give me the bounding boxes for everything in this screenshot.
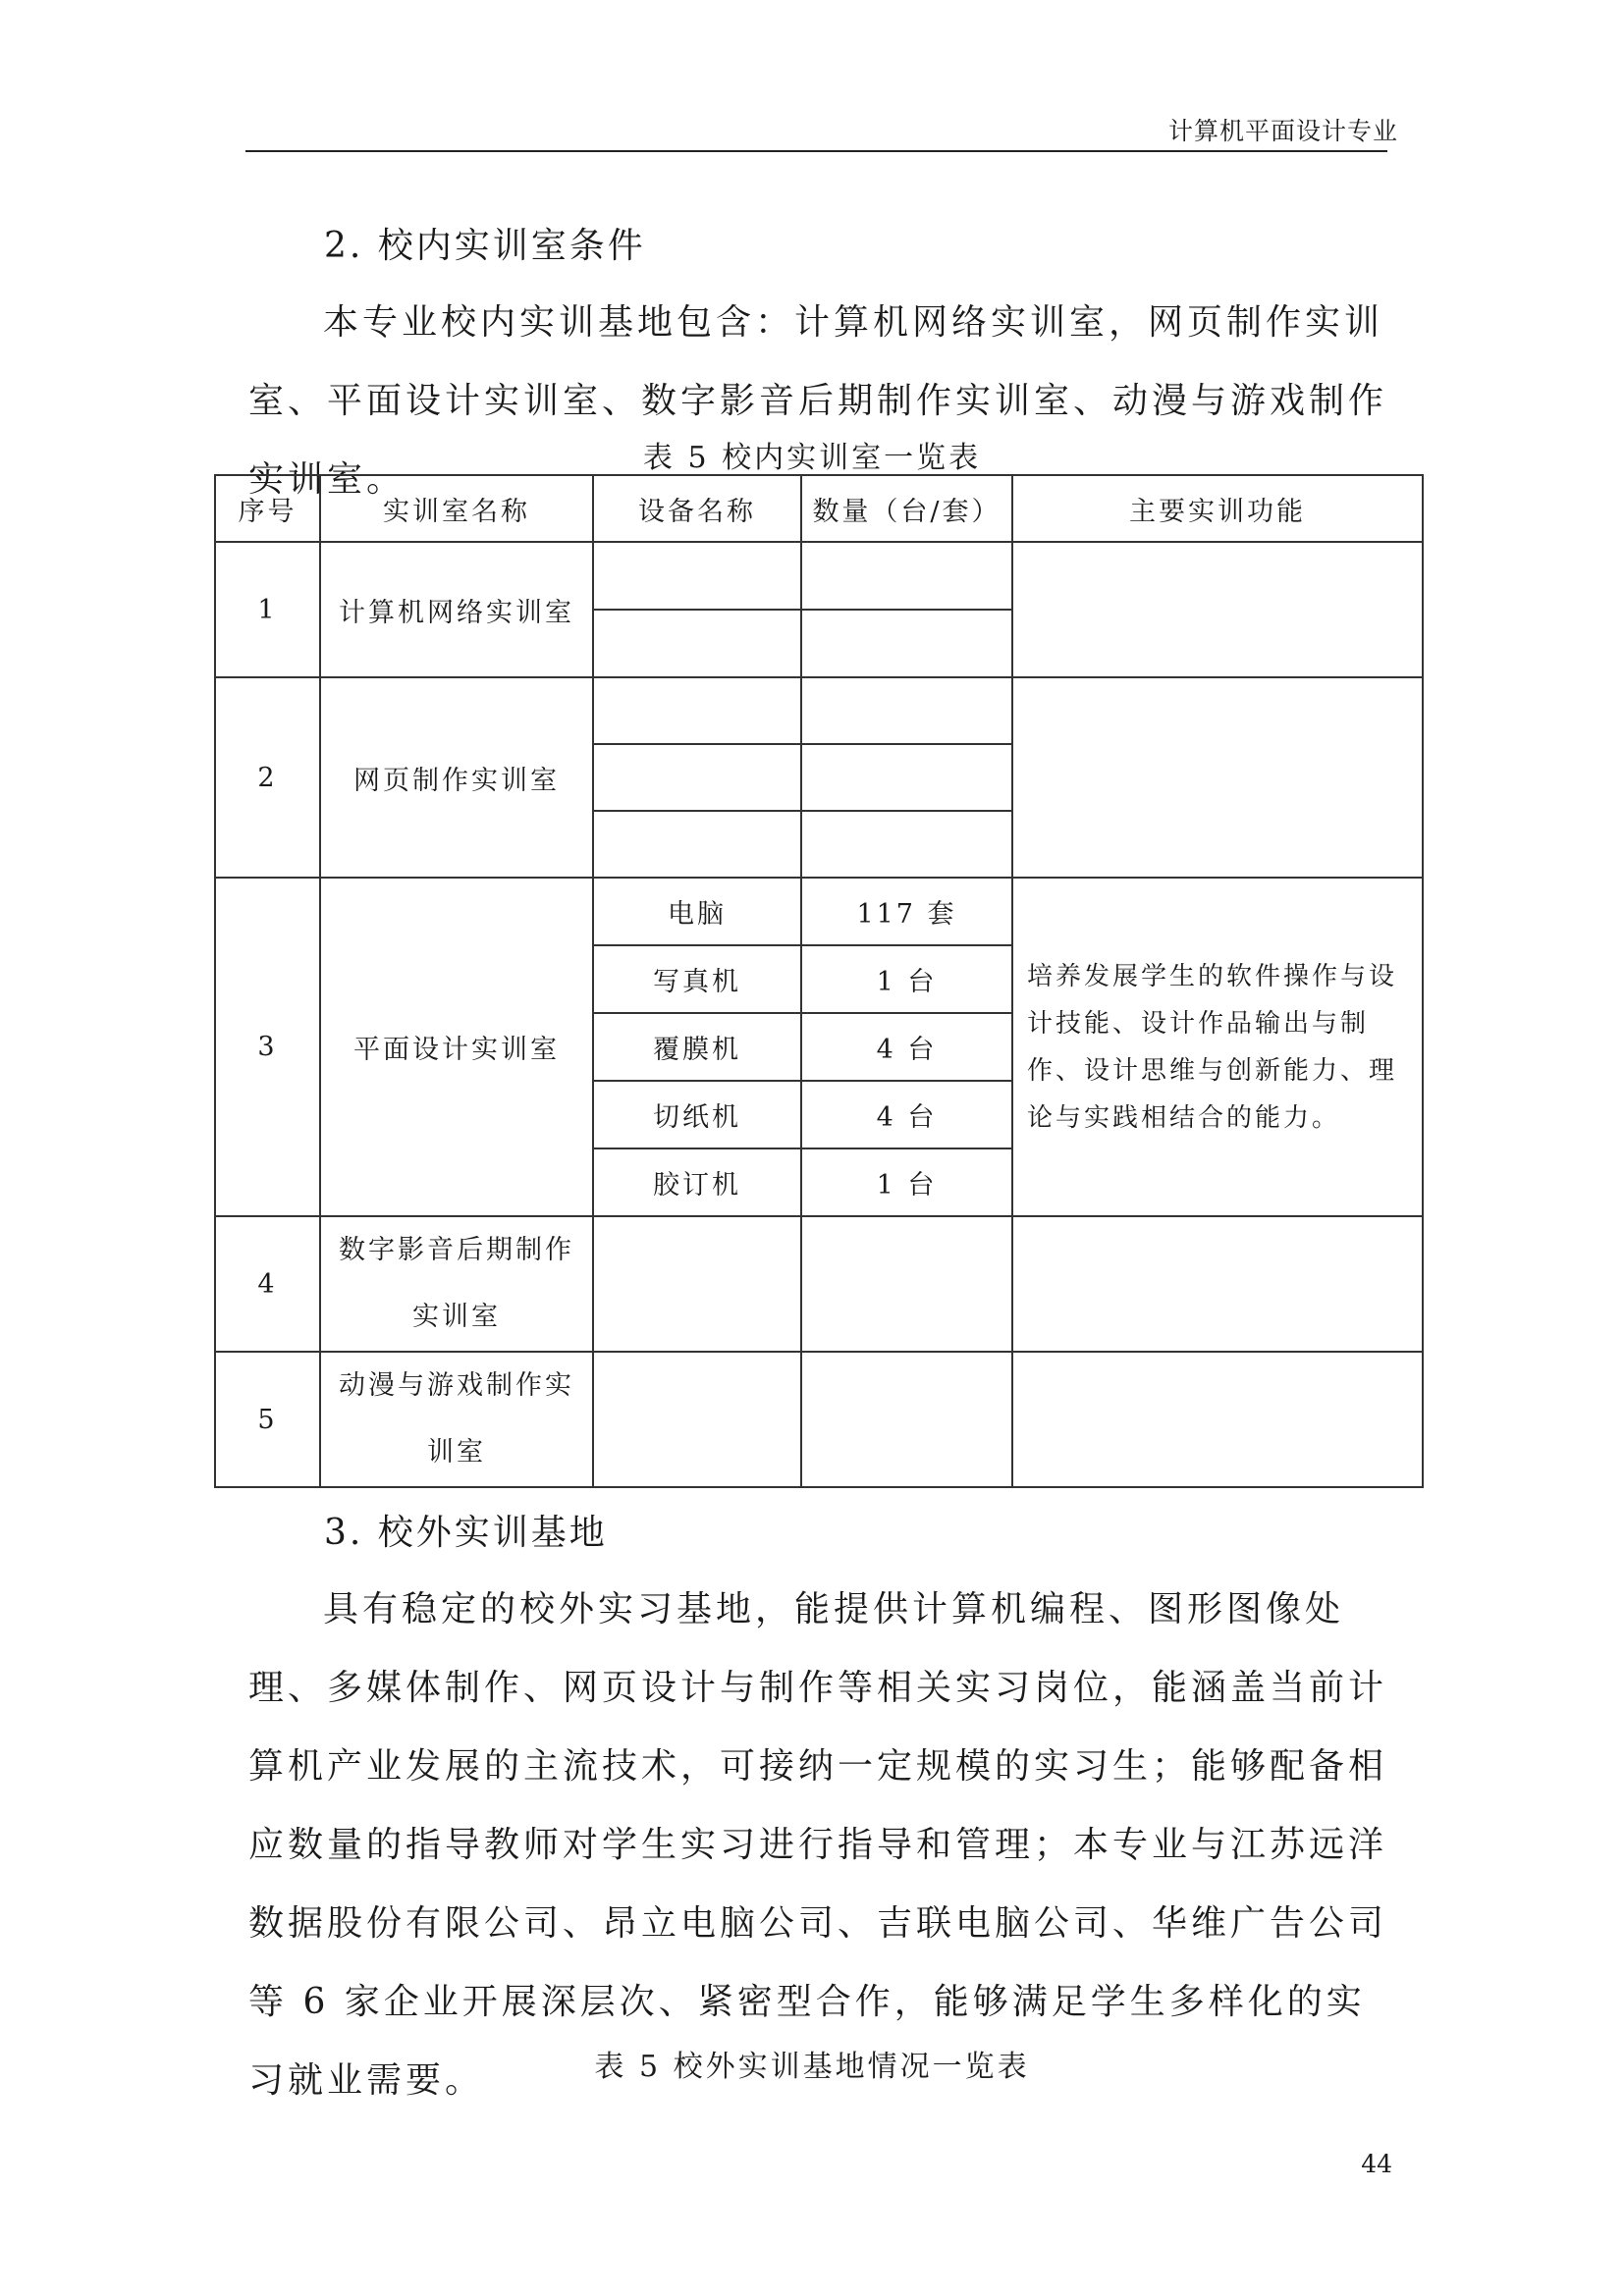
quantity-cell [801, 1216, 1012, 1352]
quantity-cell [801, 811, 1012, 878]
col-header-function: 主要实训功能 [1012, 475, 1423, 542]
equipment-name: 切纸机 [593, 1081, 801, 1148]
row-room-name: 计算机网络实训室 [320, 542, 593, 677]
row-no: 2 [215, 677, 320, 878]
equipment-quantity: 117 套 [801, 878, 1012, 945]
col-header-no: 序号 [215, 475, 320, 542]
equipment-name: 覆膜机 [593, 1013, 801, 1081]
row-no: 3 [215, 878, 320, 1216]
section3-heading: 3. 校外实训基地 [324, 1513, 608, 1553]
equipment-name: 胶订机 [593, 1148, 801, 1216]
quantity-cell [801, 677, 1012, 744]
row-room-name: 网页制作实训室 [320, 677, 593, 878]
table-caption: 表 5 校内实训室一览表 [642, 441, 982, 475]
equipment-cell [593, 1216, 801, 1352]
equipment-quantity: 4 台 [801, 1081, 1012, 1148]
row-no: 5 [215, 1352, 320, 1487]
equipment-cell [593, 610, 801, 677]
table-header-row [215, 475, 1423, 542]
quantity-cell [801, 542, 1012, 610]
section3-paragraph: 具有稳定的校外实习基地，能提供计算机编程、图形图像处理、多媒体制作、网页设计与制作等相关实习岗位，能涵盖当前计算机产业发展的主流技术，可接纳一定规模的实习生；能够配备相应数量的指导教师对学生实习进行指导和管理；本专业与江苏远洋数据股份有限公司、昂立电脑公司、吉联电脑公司、华维广告公司等 6 家企业开展深层次、紧密型合作，能够满足学生多样化的实习就业需要。 [248, 1589, 1388, 2101]
row-room-name: 平面设计实训室 [320, 878, 593, 1216]
table-row [215, 1352, 1423, 1487]
row-room-name: 数字影音后期制作实训室 [320, 1216, 593, 1352]
function-cell [1012, 542, 1423, 677]
header-rule [245, 150, 1387, 152]
equipment-cell [593, 811, 801, 878]
row-no: 4 [215, 1216, 320, 1352]
equipment-cell [593, 1352, 801, 1487]
row-room-name: 动漫与游戏制作实训室 [320, 1352, 593, 1487]
equipment-quantity: 1 台 [801, 945, 1012, 1013]
table-row [215, 1216, 1423, 1352]
equipment-cell [593, 744, 801, 811]
function-cell: 培养发展学生的软件操作与设计技能、设计作品输出与制作、设计思维与创新能力、理论与实践相结合的能力。 [1012, 878, 1423, 1216]
col-header-quantity: 数量（台/套） [801, 475, 1012, 542]
quantity-cell [801, 744, 1012, 811]
section2-paragraph: 本专业校内实训基地包含：计算机网络实训室，网页制作实训室、平面设计实训室、数字影音后期制作实训室、动漫与游戏制作实训室。 [248, 302, 1388, 500]
table-row [215, 878, 1423, 945]
equipment-name: 电脑 [593, 878, 801, 945]
header-title: 计算机平面设计专业 [1167, 117, 1398, 145]
equipment-name: 写真机 [593, 945, 801, 1013]
function-cell [1012, 1216, 1423, 1352]
table-caption-external: 表 5 校外实训基地情况一览表 [594, 2050, 1030, 2084]
training-rooms-table [214, 474, 1424, 1488]
page-number: 44 [1361, 2150, 1392, 2178]
row-no: 1 [215, 542, 320, 677]
quantity-cell [801, 1352, 1012, 1487]
table-row [215, 542, 1423, 610]
equipment-quantity: 4 台 [801, 1013, 1012, 1081]
col-header-equipment: 设备名称 [593, 475, 801, 542]
function-cell [1012, 1352, 1423, 1487]
equipment-quantity: 1 台 [801, 1148, 1012, 1216]
col-header-room-name: 实训室名称 [320, 475, 593, 542]
equipment-cell [593, 677, 801, 744]
equipment-cell [593, 542, 801, 610]
quantity-cell [801, 610, 1012, 677]
section2-heading: 2. 校内实训室条件 [324, 226, 646, 266]
function-cell [1012, 677, 1423, 878]
table-row [215, 677, 1423, 744]
